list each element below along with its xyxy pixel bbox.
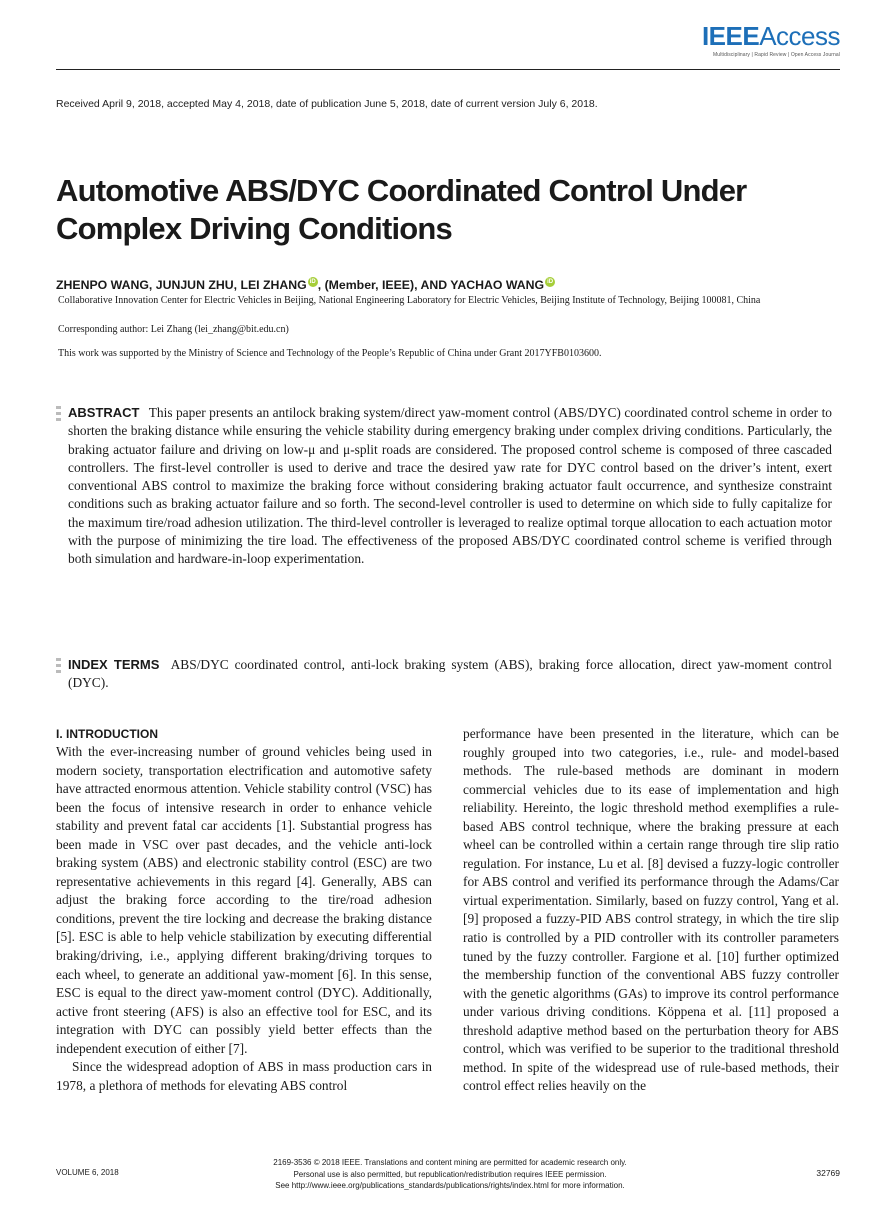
intro-paragraph-1: With the ever-increasing number of ground vehicles being used in modern society, transportation electrification and automotive safety have attracted enormous attention. Vehicle stability control (VSC) has been the focus of intensive research in order to enhance vehicle stability and prevent fatal car accidents [1]. Substantial progress has been made in VSC over past decades, and the vehicle anti-lock braking system (ABS) and electronic stability control (ESC) are two representative achievements in this regard [4]. Generally, ABS can adjust the braking force according to the tire/road adhesion conditions, prevent the tire locking and decrease the braking distance [5]. ESC is able to help vehicle stabilization by executing differential braking/driving, i.e., applying different braking/driving torques to each wheel, to generate an additional yaw-moment [6]. In this sense, ESC is equal to the direct yaw-moment control (DYC). Additionally, active front steering (AFS) is also an effective tool for ESC, and its integration with DYC can possibly yield better effects than the independent execution of either [7]. [56, 744, 432, 1056]
footer-volume: VOLUME 6, 2018 [56, 1168, 119, 1177]
ieee-access-logo [690, 22, 840, 58]
footer-copyright-line2: Personal use is also permitted, but republication/redistribution requires IEEE permission. [293, 1169, 607, 1179]
affiliation: Collaborative Innovation Center for Electric Vehicles in Beijing, National Engineering Laboratory for Electric Vehicles, Beijing Institute of Technology, Beijing 100081, China [58, 295, 761, 306]
footer-copyright [200, 1157, 700, 1192]
authors-part2: , (Member, IEEE), AND YACHAO WANG [317, 278, 545, 292]
orcid-icon[interactable]: iD [547, 279, 554, 285]
body-column-right [463, 725, 839, 1096]
logo-ieee-text: IEEE [701, 21, 760, 51]
logo-tagline: Multidisciplinary | Rapid Review | Open Access Journal [713, 52, 840, 58]
section-heading-introduction: I. INTRODUCTION [56, 727, 158, 741]
corresponding-author: Corresponding author: Lei Zhang (lei_zhang@bit.edu.cn) [58, 324, 289, 335]
orcid-icon[interactable]: iD [309, 279, 316, 285]
footer-copyright-line1: 2169-3536 © 2018 IEEE. Translations and content mining are permitted for academic research only. [273, 1158, 627, 1167]
index-terms-heading: INDEX TERMS [68, 657, 160, 672]
abstract-side-marker [56, 406, 61, 422]
logo-access-text: Access [759, 21, 840, 51]
intro-paragraph-continued: performance have been presented in the literature, which can be roughly grouped into two categories, i.e., rule- and model-based methods. The rule-based methods are dominant in modern commercial vehicles due to its ease of implementation and high reliability. Hereinto, the logic threshold method exemplifies a rule-based ABS control technique, where the braking pressure at each wheel can be controlled within a certain range through tire slip ratio regulation. For instance, Lu et al. [8] devised a fuzzy-logic controller for ABS control and verified its performance through the Adams/Car virtual experimentation. Similarly, based on fuzzy control, Yang et al. [9] proposed a fuzzy-PID ABS control strategy, in which the tire slip ratio is controlled by a PID controller with its controller parameters tuned by the fuzzy controller. Fargione et al. [10] further optimized the membership function of the conventional ABS fuzzy controller with the genetic algorithms (GAs) to improve its control performance under various driving conditions. Köppena et al. [11] proposed a threshold adaptive method based on the perturbation theory for ABS control, which was verified to be superior to the traditional threshold method. In spite of the widespread use of rule-based methods, their control effect relies heavily on the [463, 726, 839, 1094]
funding-note: This work was supported by the Ministry of Science and Technology of the People’s Republic of China under Grant 2017YFB0103600. [58, 348, 602, 359]
author-list [56, 277, 555, 292]
index-terms [68, 656, 832, 693]
abstract [68, 404, 832, 569]
abstract-text: This paper presents an antilock braking system/direct yaw-moment control (ABS/DYC) coordinated control scheme in order to shorten the braking distance while ensuring the vehicle stability during emergency braking under complex driving conditions. Particularly, the braking actuator failure and driving on low-μ and μ-split roads are considered. The proposed control scheme is composed of three cascaded controllers. The first-level controller is used to derive and trace the desired yaw rate for DYC control based on the driver’s intent, exert conventional ABS control to maximize the braking force without considering braking actuator fault occurrence, and synthesize constraint conditions such as braking actuator failure and so forth. The second-level controller is used to determine on which side to fully capitalize for the maximum tire/road adhesion utilization. The third-level controller is leveraged to realize optimal torque allocation to each actuation motor with the purpose of minimizing the tire load. The effectiveness of the proposed ABS/DYC coordinated control scheme is verified through both simulation and hardware-in-loop experimentation. [68, 405, 832, 567]
footer-copyright-line3: See http://www.ieee.org/publications_standards/publications/rights/index.html for more information. [275, 1181, 625, 1190]
received-dates: Received April 9, 2018, accepted May 4, 2018, date of publication June 5, 2018, date of current version July 6, 2018. [56, 98, 598, 110]
header-rule [56, 69, 840, 70]
index-terms-text: ABS/DYC coordinated control, anti-lock braking system (ABS), braking force allocation, direct yaw-moment control (DYC). [68, 657, 833, 691]
footer-page-number: 32769 [816, 1168, 840, 1178]
paper-title: Automotive ABS/DYC Coordinated Control Under Complex Driving Conditions [56, 173, 747, 246]
index-terms-side-marker [56, 658, 61, 674]
abstract-heading: ABSTRACT [68, 405, 140, 420]
intro-paragraph-2: Since the widespread adoption of ABS in mass production cars in 1978, a plethora of methods for elevating ABS control [56, 1059, 432, 1093]
body-column-left [56, 725, 432, 1095]
authors-part1: ZHENPO WANG, JUNJUN ZHU, LEI ZHANG [56, 278, 307, 292]
